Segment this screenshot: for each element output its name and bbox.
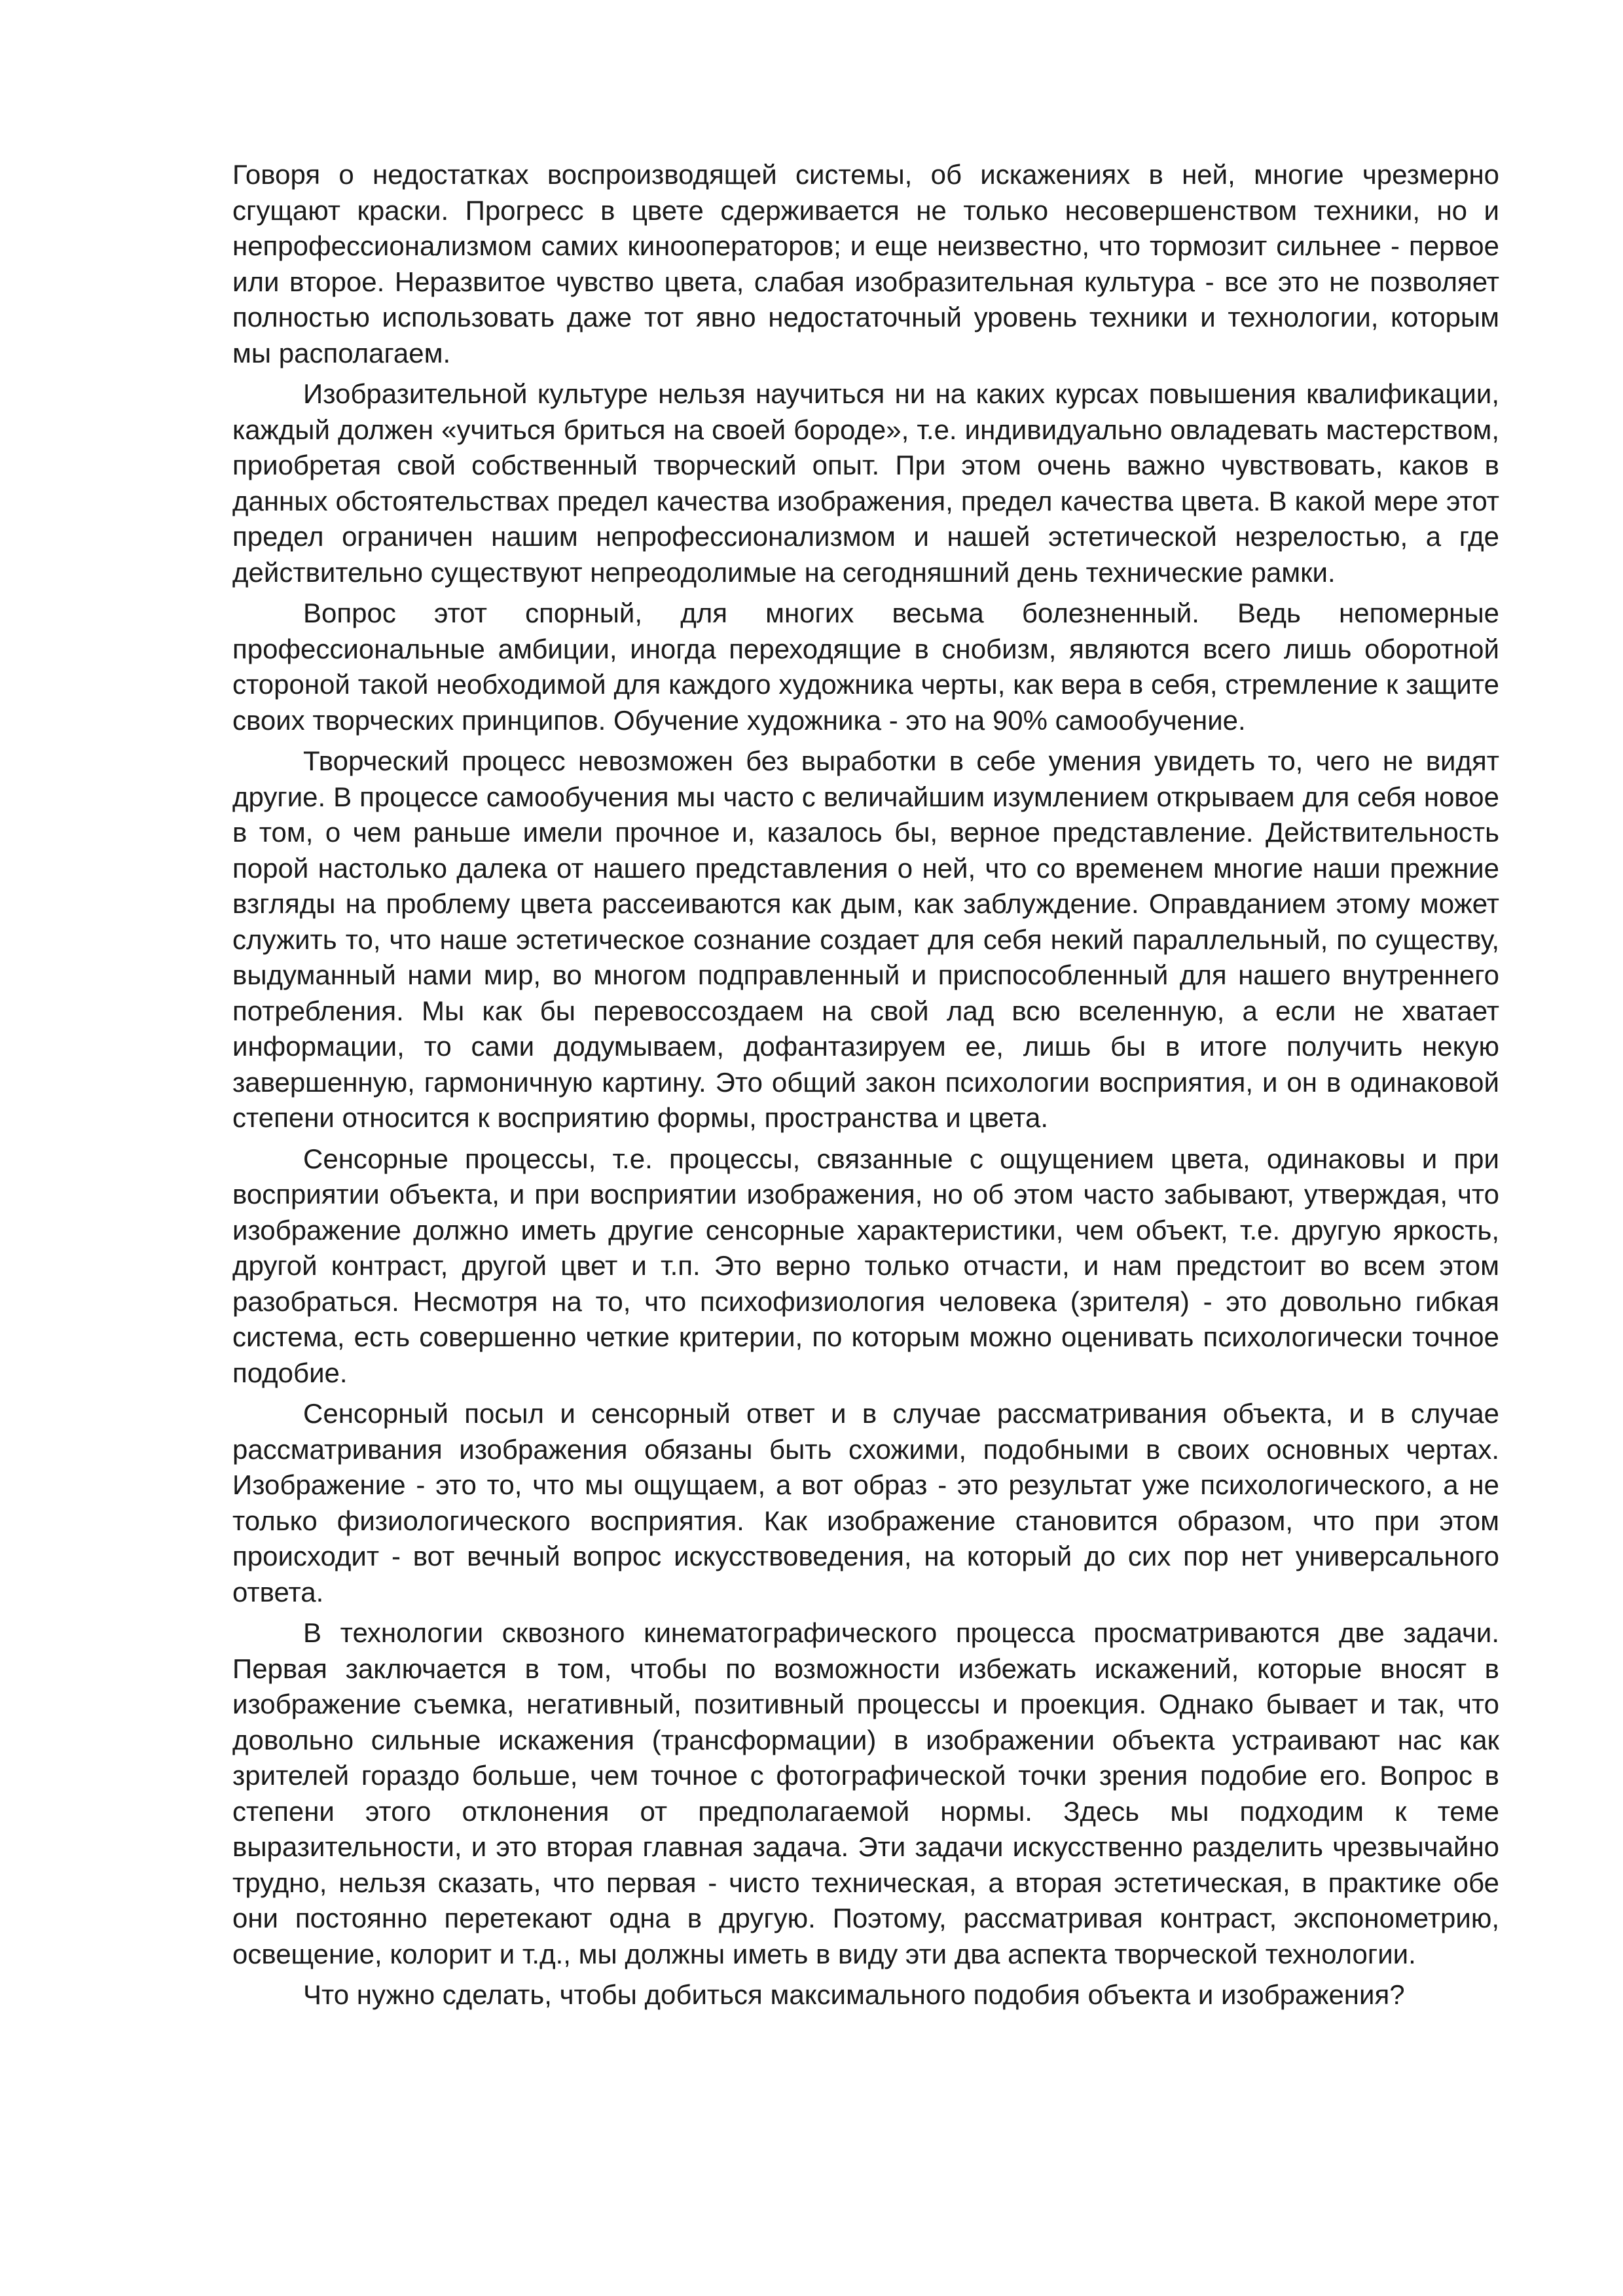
paragraph: Творческий процесс невозможен без выработки в себе умения увидеть то, чего не видят другие. В процессе самообучения мы часто с величайшим изумлением открываем для себя новое в том, о чем раньше имели прочное и, казалось бы, верное представление. Действительность порой настолько далека от нашего представления о ней, что со временем многие наши прежние взгляды на проблему цвета рассеиваются как дым, как заблуждение. Оправданием этому может служить то, что наше эстетическое сознание создает для себя некий параллельный, по существу, выдуманный нами мир, во многом подправленный и приспособленный для нашего внутреннего потребления. Мы как бы перевоссоздаем на свой лад всю вселенную, а если не хватает информации, то сами додумываем, дофантазируем ее, лишь бы в итоге получить некую завершенную, гармоничную картину. Это общий закон психологии восприятия, и он в одинаковой степени относится к восприятию формы, пространства и цвета. — [232, 745, 1499, 1133]
paragraph: Что нужно сделать, чтобы добиться максимального подобия объекта и изображения? — [303, 1979, 1405, 2010]
paragraph: Изобразительной культуре нельзя научиться ни на каких курсах повышения квалификации, каждый должен «учиться бриться на своей бороде», т.е. индивидуально овладевать мастерством, приобретая свой собственный творческий опыт. При этом очень важно чувствовать, каков в данных обстоятельствах предел качества изображения, предел качества цвета. В какой мере этот предел ограничен нашим непрофессионализмом и нашей эстетической незрелостью, а где действительно существуют непреодолимые на сегодняшний день технические рамки. — [232, 378, 1499, 588]
paragraph: Сенсорные процессы, т.е. процессы, связанные с ощущением цвета, одинаковы и при восприятии объекта, и при восприятии изображения, но об этом часто забывают, утверждая, что изображение должно иметь другие сенсорные характеристики, чем объект, т.е. другую яркость, другой контраст, другой цвет и т.п. Это верно только отчасти, и нам предстоит во всем этом разобраться. Несмотря на то, что психофизиология человека (зрителя) - это довольно гибкая система, есть совершенно четкие критерии, по которым можно оценивать психологически точное подобие. — [232, 1143, 1499, 1388]
paragraph: Сенсорный посыл и сенсорный ответ и в случае рассматривания объекта, и в случае рассматривания изображения обязаны быть схожими, подобными в своих основных чертах. Изображение - это то, что мы ощущаем, а вот образ - это результат уже психологического, а не только физиологического восприятия. Как изображение становится образом, что при этом происходит - вот вечный вопрос искусствоведения, на который до сих пор нет универсального ответа. — [232, 1398, 1499, 1607]
paragraph: Говоря о недостатках воспроизводящей системы, об искажениях в ней, многие чрезмерно сгущают краски. Прогресс в цвете сдерживается не только несовершенством техники, но и непрофессионализмом самих кинооператоров; и еще неизвестно, что тормозит сильнее - первое или второе. Неразвитое чувство цвета, слабая изобразительная культура - все это не позволяет полностью использовать даже тот явно недостаточный уровень техники и технологии, которым мы располагаем. — [232, 159, 1499, 368]
paragraph: В технологии сквозного кинематографического процесса просматриваются две задачи. Первая заключается в том, чтобы по возможности избежать искажений, которые вносят в изображение съемка, негативный, позитивный процессы и проекция. Однако бывает и так, что довольно сильные искажения (трансформации) в изображении объекта устраивают нас как зрителей гораздо больше, чем точное с фотографической точки зрения подобие его. Вопрос в степени этого отклонения от предполагаемой нормы. Здесь мы подходим к теме выразительности, и это вторая главная задача. Эти задачи искусственно разделить чрезвычайно трудно, нельзя сказать, что первая - чисто техническая, а вторая эстетическая, в практике обе они постоянно перетекают одна в другую. Поэтому, рассматривая контраст, экспонометрию, освещение, колорит и т.д., мы должны иметь в виду эти два аспекта творческой технологии. — [232, 1617, 1499, 1969]
paragraph: Вопрос этот спорный, для многих весьма болезненный. Ведь непомерные профессиональные амбиции, иногда переходящие в снобизм, являются всего лишь оборотной стороной такой необходимой для каждого художника черты, как вера в себя, стремление к защите своих творческих принципов. Обучение художника - это на 90% самообучение. — [232, 598, 1499, 736]
body-text — [232, 157, 1499, 2018]
